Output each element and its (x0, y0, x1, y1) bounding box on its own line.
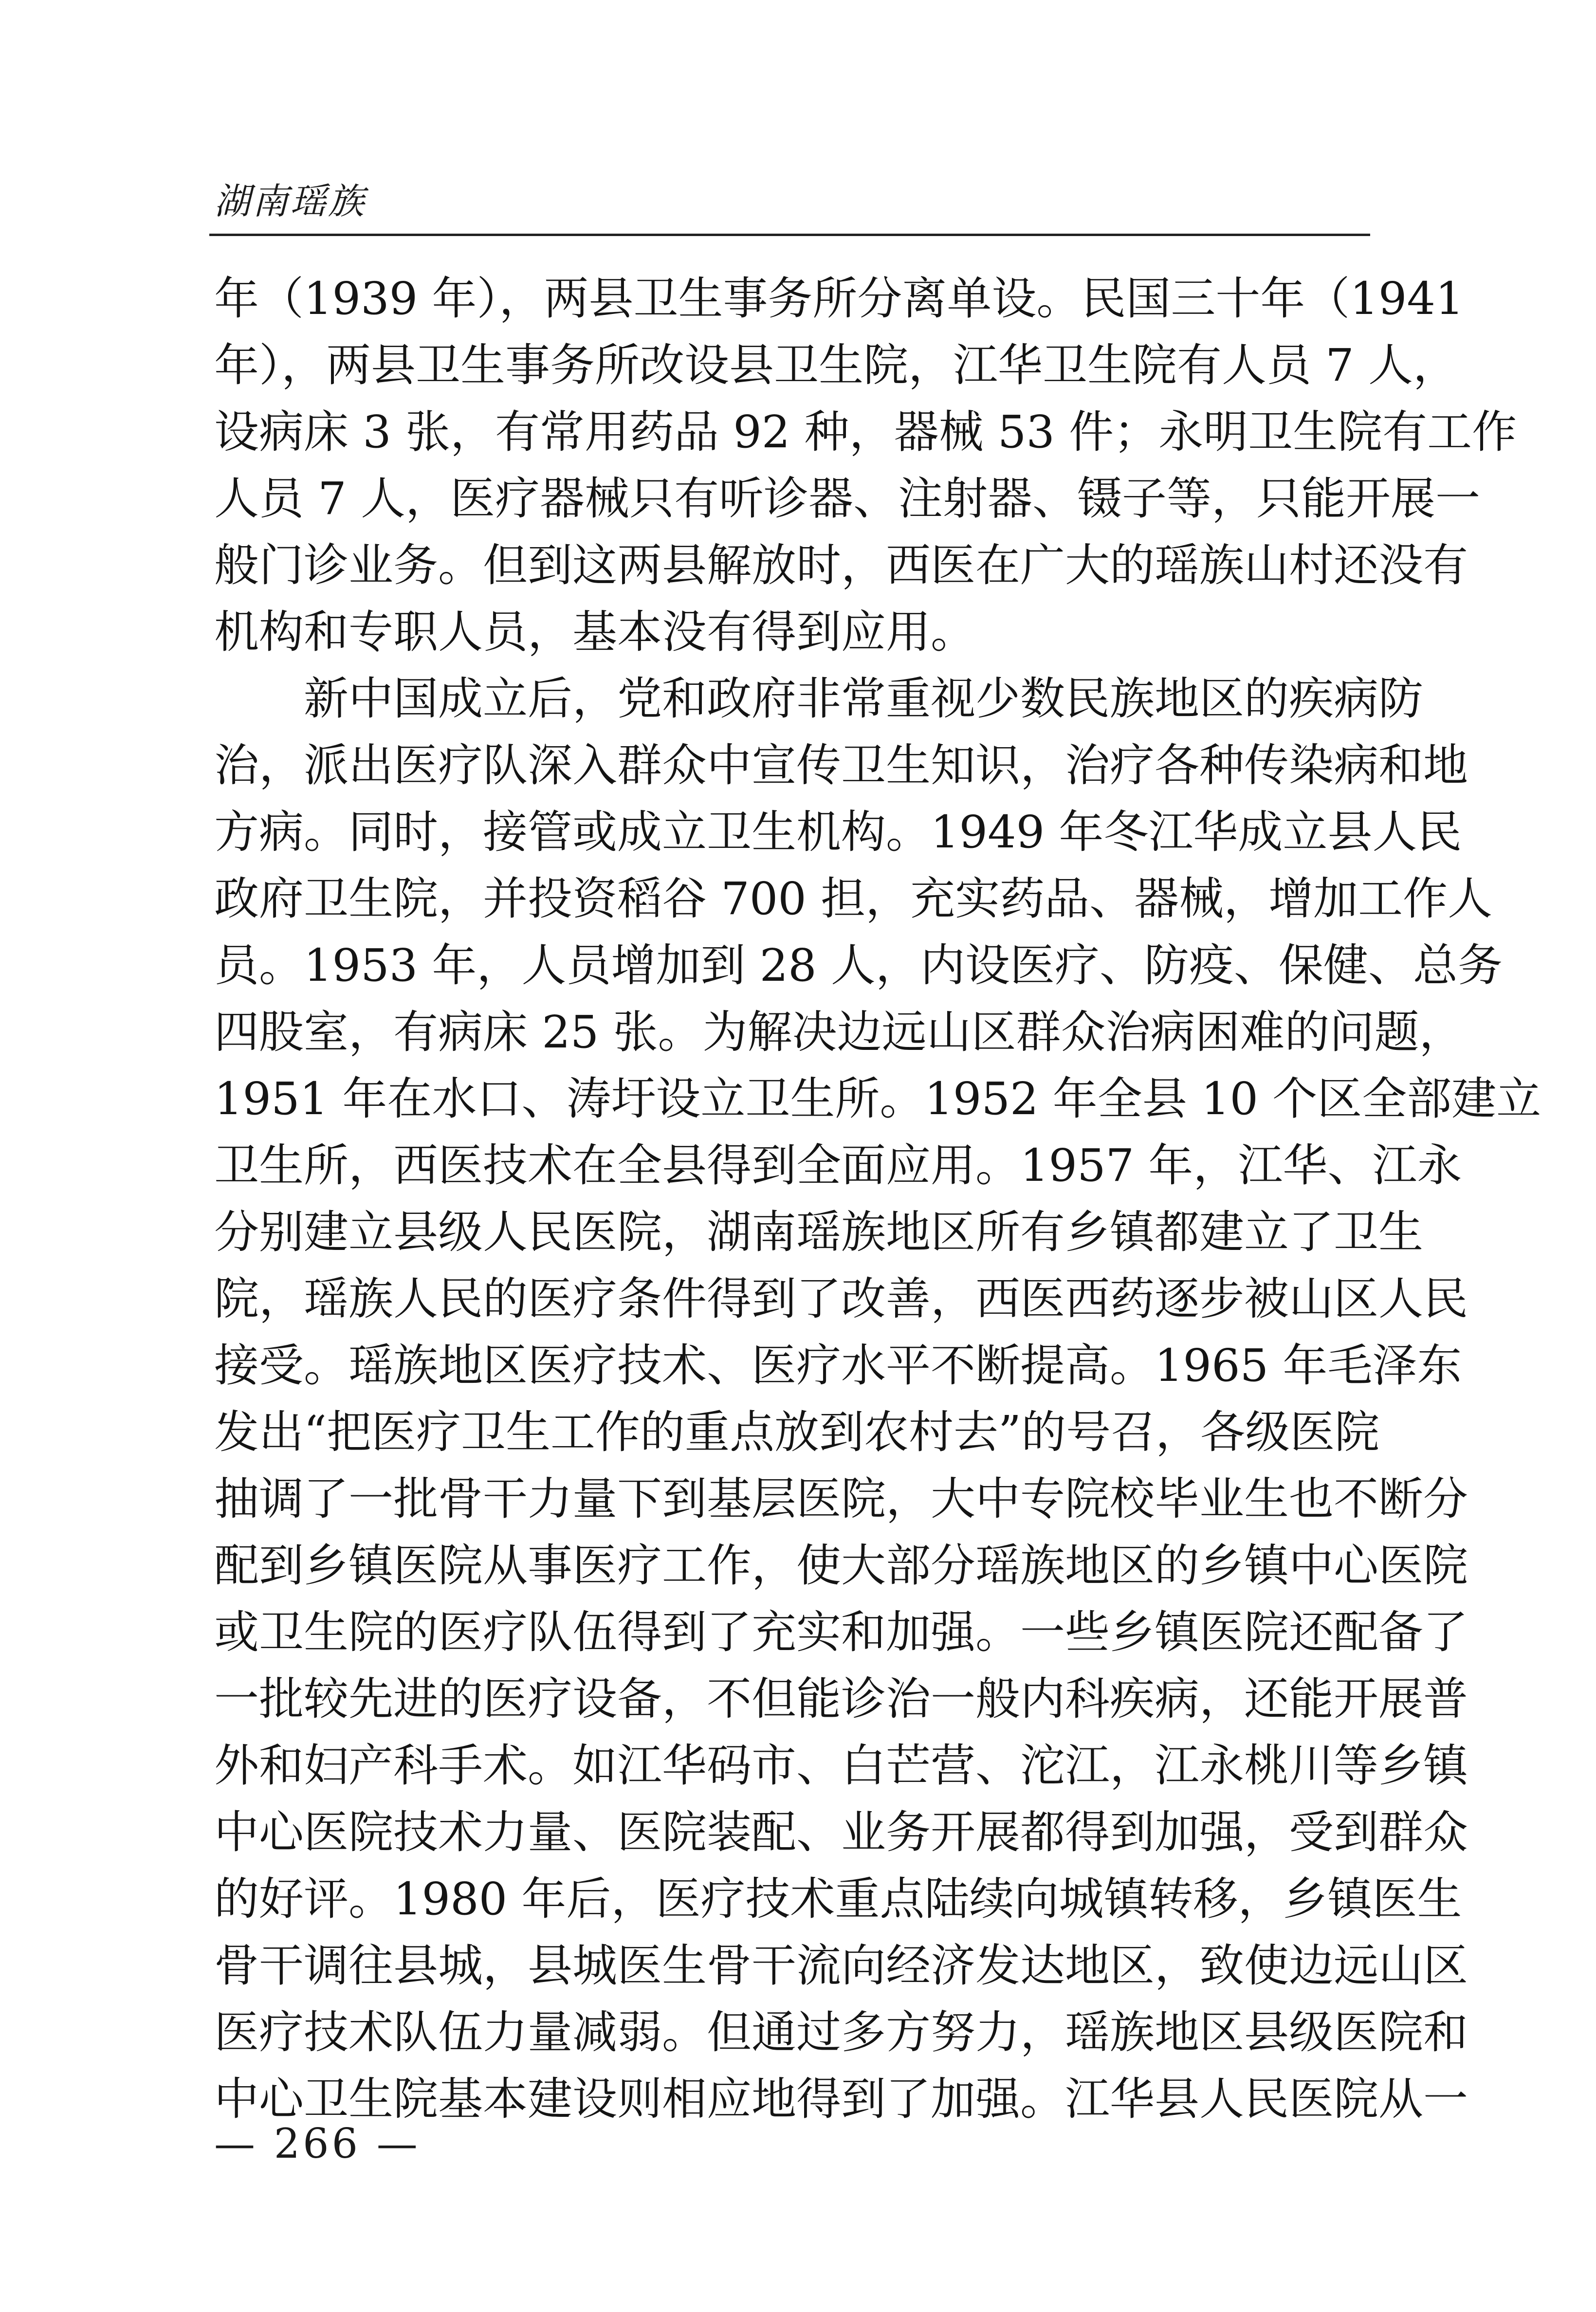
text-line: 四股室，有病床 25 张。为解决边远山区群众治病困难的问题， (214, 1006, 1464, 1058)
text-line: 般门诊业务。但到这两县解放时，西医在广大的瑶族山村还没有 (214, 539, 1468, 591)
text-line: 院，瑶族人民的医疗条件得到了改善，西医西药逐步被山区人民 (214, 1273, 1468, 1325)
text-line: 1951 年在水口、涛圩设立卫生所。1952 年全县 10 个区全部建立 (214, 1073, 1541, 1125)
text-line: 方病。同时，接管或成立卫生机构。1949 年冬江华成立县人民 (214, 806, 1462, 858)
text-line: 新中国成立后，党和政府非常重视少数民族地区的疾病防 (304, 673, 1424, 725)
page-number: — 266 — (214, 2120, 421, 2167)
text-line: 政府卫生院，并投资稻谷 700 担，充实药品、器械，增加工作人 (214, 873, 1493, 925)
text-line: 一批较先进的医疗设备，不但能诊治一般内科疾病，还能开展普 (214, 1673, 1468, 1725)
text-line: 中心医院技术力量、医院装配、业务开展都得到加强，受到群众 (214, 1806, 1468, 1858)
text-line: 年（1939 年），两县卫生事务所分离单设。民国三十年（1941 (214, 273, 1464, 325)
text-line: 中心卫生院基本建设则相应地得到了加强。江华县人民医院从一 (214, 2073, 1468, 2125)
body-text (214, 265, 1541, 2132)
text-line: 的好评。1980 年后，医疗技术重点陆续向城镇转移，乡镇医生 (214, 1873, 1462, 1925)
text-line: 配到乡镇医院从事医疗工作，使大部分瑶族地区的乡镇中心医院 (214, 1540, 1468, 1592)
text-line: 或卫生院的医疗队伍得到了充实和加强。一些乡镇医院还配备了 (214, 1606, 1468, 1658)
text-line: 外和妇产科手术。如江华码市、白芒营、沱江，江永桃川等乡镇 (214, 1740, 1468, 1792)
text-line: 设病床 3 张，有常用药品 92 种，器械 53 件；永明卫生院有工作 (214, 406, 1517, 458)
text-line: 人员 7 人，医疗器械只有听诊器、注射器、镊子等，只能开展一 (214, 473, 1481, 525)
paragraph-2 (214, 665, 1541, 2132)
text-line: 接受。瑶族地区医疗技术、医疗水平不断提高。1965 年毛泽东 (214, 1339, 1462, 1392)
text-line: 年），两县卫生事务所改设县卫生院，江华卫生院有人员 7 人， (214, 339, 1458, 391)
header-rule (209, 234, 1370, 236)
text-line: 骨干调往县城，县城医生骨干流向经济发达地区，致使边远山区 (214, 1940, 1468, 1992)
paragraph-1 (214, 265, 1517, 665)
running-header: 湖南瑶族 (214, 181, 366, 222)
text-line: 治，派出医疗队深入群众中宣传卫生知识，治疗各种传染病和地 (214, 739, 1468, 791)
text-line: 分别建立县级人民医院，湖南瑶族地区所有乡镇都建立了卫生 (214, 1206, 1424, 1258)
text-line: 发出“把医疗卫生工作的重点放到农村去”的号召，各级医院 (214, 1406, 1380, 1458)
text-line: 机构和专职人员，基本没有得到应用。 (214, 606, 976, 658)
text-line: 卫生所，西医技术在全县得到全面应用。1957 年，江华、江永 (214, 1139, 1462, 1192)
text-line: 员。1953 年，人员增加到 28 人，内设医疗、防疫、保健、总务 (214, 939, 1503, 991)
text-line: 抽调了一批骨干力量下到基层医院，大中专院校毕业生也不断分 (214, 1473, 1468, 1525)
text-line: 医疗技术队伍力量减弱。但通过多方努力，瑶族地区县级医院和 (214, 2006, 1468, 2058)
